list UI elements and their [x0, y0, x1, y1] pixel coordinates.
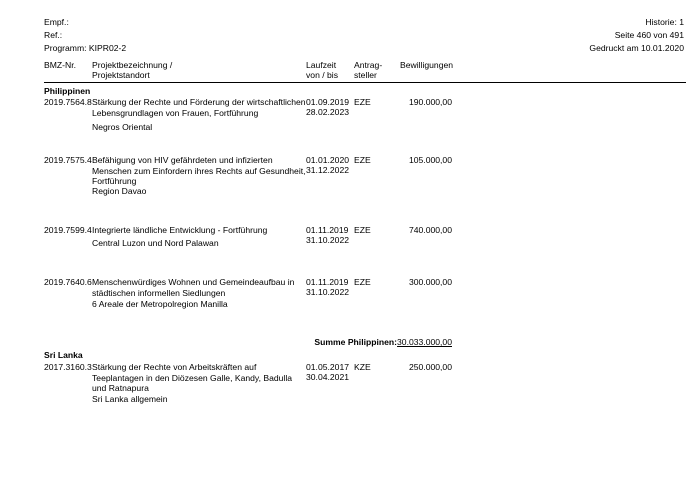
section-country-sri-lanka: Sri Lanka — [44, 350, 83, 360]
table-row-date-to: 31.10.2022 — [306, 287, 350, 297]
table-row-location: Central Luzon und Nord Palawan — [92, 238, 219, 248]
table-row-date-from: 01.01.2020 — [306, 155, 350, 165]
reference-label: Ref.: — [44, 30, 63, 40]
table-row-location: Region Davao — [92, 186, 147, 196]
column-header-applicant-2: steller — [354, 70, 377, 80]
column-header-approvals: Bewilligungen — [400, 60, 454, 70]
section-country-philippinen: Philippinen — [44, 86, 91, 96]
table-row-amount: 740.000,00 — [408, 225, 452, 235]
table-row-bmz: 2019.7599.4 — [44, 225, 92, 235]
table-row-date-to: 28.02.2023 — [306, 107, 350, 117]
table-row-applicant: EZE — [354, 225, 371, 235]
table-row-date-to: 31.10.2022 — [306, 235, 350, 245]
table-row-title: Stärkung der Rechte von Arbeitskräften auf Teeplantagen in den Diözesen Galle, Kandy, Badulla und Ratnapura — [92, 362, 293, 393]
column-header-period-2: von / bis — [306, 70, 339, 80]
section-sum-value: 30.033.000,00 — [397, 337, 452, 347]
table-row-applicant: EZE — [354, 277, 371, 287]
table-row-applicant: KZE — [354, 362, 371, 372]
table-row-title: Befähigung von HIV gefährdeten und infizierten Menschen zum Einfordern ihres Rechts auf Gesundheit, Fortführung — [92, 155, 306, 186]
print-date: Gedruckt am 10.01.2020 — [589, 43, 684, 53]
table-row-date-from: 01.11.2019 — [306, 225, 349, 235]
header-divider — [44, 82, 686, 83]
table-row-bmz: 2019.7575.4 — [44, 155, 92, 165]
table-row-date-from: 01.11.2019 — [306, 277, 349, 287]
table-row-location: Negros Oriental — [92, 122, 153, 132]
table-row-amount: 300.000,00 — [408, 277, 452, 287]
column-header-period-1: Laufzeit — [306, 60, 337, 70]
table-row-amount: 105.000,00 — [408, 155, 452, 165]
recipient-label: Empf.: — [44, 17, 69, 27]
table-row-date-from: 01.05.2017 — [306, 362, 350, 372]
table-row-bmz: 2019.7564.8 — [44, 97, 92, 107]
table-row-location: Sri Lanka allgemein — [92, 394, 168, 404]
table-row-amount: 190.000,00 — [408, 97, 452, 107]
table-row-applicant: EZE — [354, 97, 371, 107]
column-header-applicant-1: Antrag- — [354, 60, 383, 70]
table-row-title: Menschenwürdiges Wohnen und Gemeindeaufbau in städtischen informellen Siedlungen — [92, 277, 295, 298]
table-row-title: Integrierte ländliche Entwicklung - Fortführung — [92, 225, 268, 235]
program-label: Programm: KIPR02-2 — [44, 43, 127, 53]
table-row-date-to: 30.04.2021 — [306, 372, 350, 382]
table-row-applicant: EZE — [354, 155, 371, 165]
history-label: Historie: 1 — [645, 17, 684, 27]
table-row-bmz: 2017.3160.3 — [44, 362, 92, 372]
section-sum-label: Summe Philippinen: — [314, 337, 397, 347]
column-header-project-2: Projektstandort — [92, 70, 150, 80]
column-header-bmz: BMZ-Nr. — [44, 60, 76, 70]
table-row-date-to: 31.12.2022 — [306, 165, 350, 175]
column-header-project-1: Projektbezeichnung / — [92, 60, 173, 70]
table-row-date-from: 01.09.2019 — [306, 97, 350, 107]
table-row-location: 6 Areale der Metropolregion Manilla — [92, 299, 228, 309]
table-row-bmz: 2019.7640.6 — [44, 277, 92, 287]
table-row-title: Stärkung der Rechte und Förderung der wirtschaftlichen Lebensgrundlagen von Frauen, Fortführung — [92, 97, 306, 118]
table-row-amount: 250.000,00 — [408, 362, 452, 372]
page-indicator: Seite 460 von 491 — [614, 30, 684, 40]
